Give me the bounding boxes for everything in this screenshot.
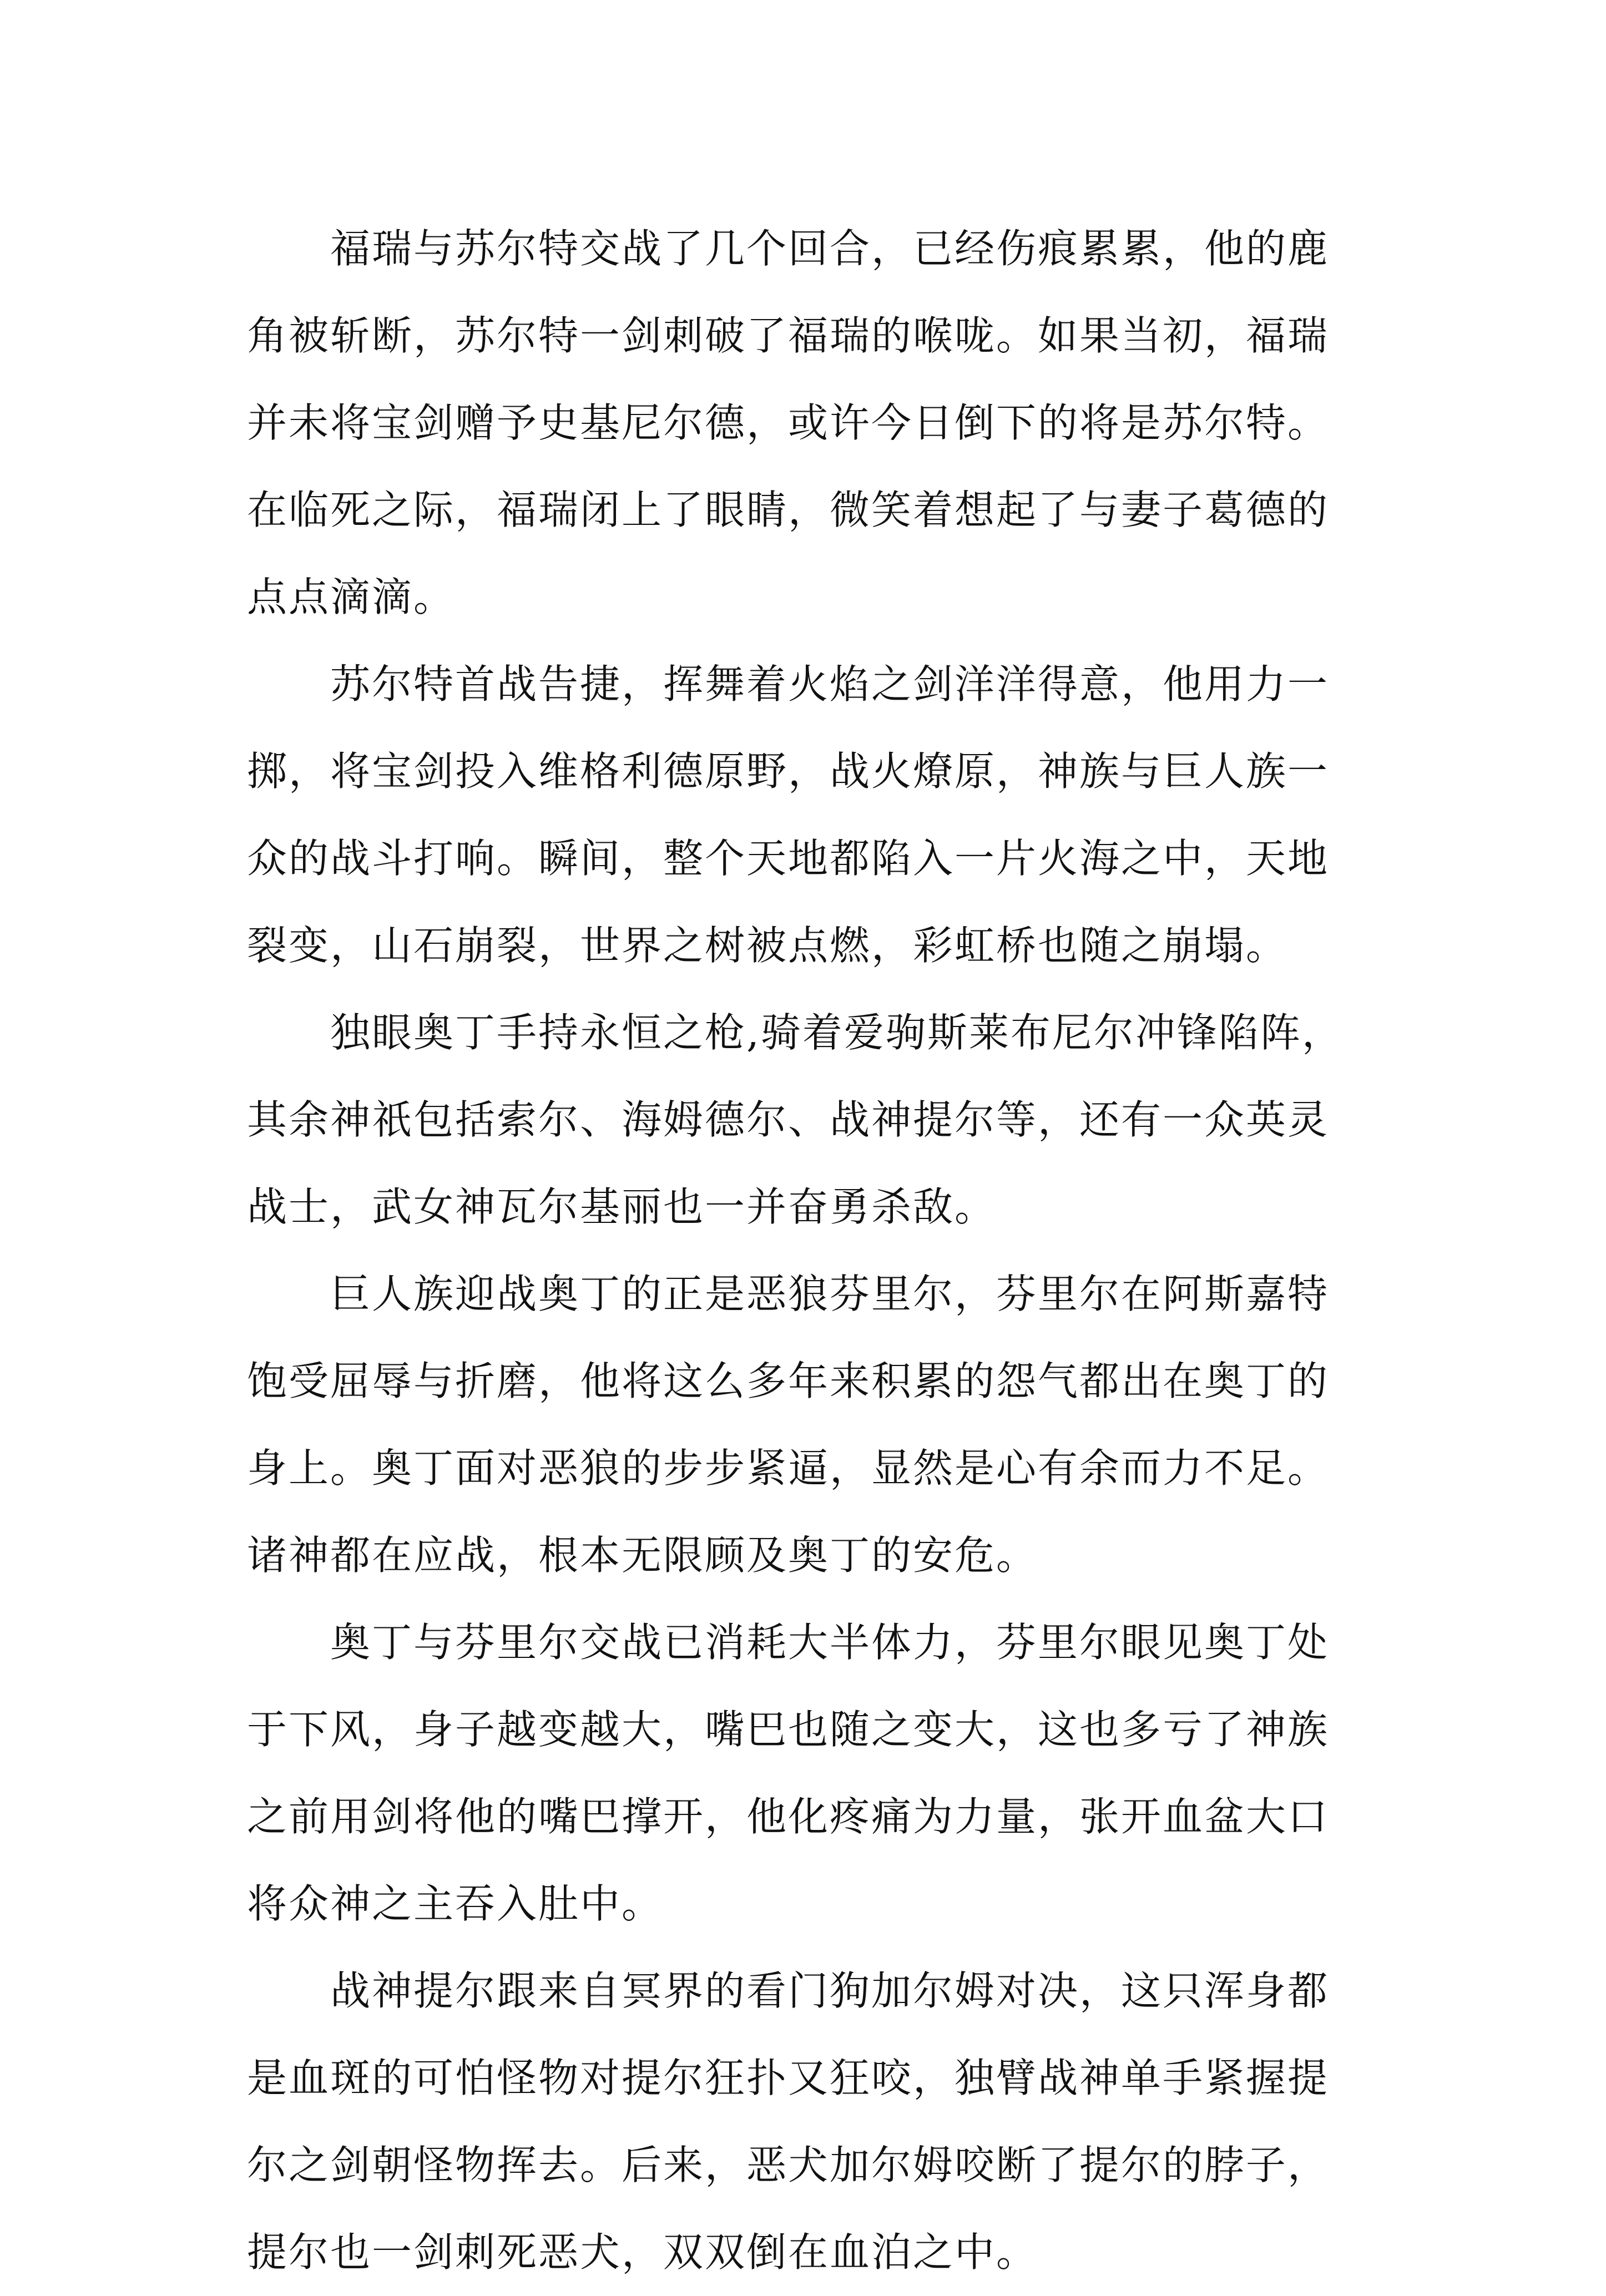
- text-line: 将众神之主吞入肚中。: [247, 1880, 664, 1927]
- text-line: 尔之剑朝怪物挥去。后来，恶犬加尔姆咬断了提尔的脖子，: [247, 2142, 1330, 2188]
- text-line: 其余神祇包括索尔、海姆德尔、战神提尔等，还有一众英灵: [247, 1096, 1330, 1143]
- paragraph-1: [247, 205, 1376, 641]
- text-line: 裂变，山石崩裂，世界之树被点燃，彩虹桥也随之崩塌。: [247, 922, 1288, 969]
- text-line: 身上。奥丁面对恶狼的步步紧逼，显然是心有余而力不足。: [247, 1445, 1330, 1491]
- body-text: [247, 205, 1376, 2296]
- paragraph-4: [247, 1251, 1376, 1599]
- text-line: 点点滴滴。: [247, 574, 456, 620]
- text-line: 并未将宝剑赠予史基尼尔德，或许今日倒下的将是苏尔特。: [247, 399, 1330, 446]
- paragraph-2: [247, 641, 1376, 989]
- text-line: 角被斩断，苏尔特一剑刺破了福瑞的喉咙。如果当初，福瑞: [247, 312, 1330, 359]
- text-line: 掷，将宝剑投入维格利德原野，战火燎原，神族与巨人族一: [247, 748, 1330, 795]
- text-line: 福瑞与苏尔特交战了几个回合，已经伤痕累累，他的鹿: [330, 225, 1330, 272]
- text-line: 诸神都在应战，根本无限顾及奥丁的安危。: [247, 1532, 1038, 1579]
- text-line: 提尔也一剑刺死恶犬，双双倒在血泊之中。: [247, 2229, 1038, 2275]
- text-line: 独眼奥丁手持永恒之枪,骑着爱驹斯莱布尼尔冲锋陷阵，: [330, 1009, 1344, 1056]
- text-line: 饱受屈辱与折磨，他将这么多年来积累的怨气都出在奥丁的: [247, 1358, 1330, 1404]
- paragraph-3: [247, 989, 1376, 1251]
- text-line: 之前用剑将他的嘴巴撑开，他化疼痛为力量，张开血盆大口: [247, 1793, 1330, 1840]
- text-line: 于下风，身子越变越大，嘴巴也随之变大，这也多亏了神族: [247, 1706, 1330, 1753]
- paragraph-5: [247, 1599, 1376, 1948]
- text-line: 在临死之际，福瑞闭上了眼睛，微笑着想起了与妻子葛德的: [247, 487, 1330, 533]
- text-line: 奥丁与芬里尔交战已消耗大半体力，芬里尔眼见奥丁处: [330, 1619, 1330, 1666]
- text-line: 战士，武女神瓦尔基丽也一并奋勇杀敌。: [247, 1184, 997, 1230]
- text-line: 是血斑的可怕怪物对提尔狂扑又狂咬，独臂战神单手紧握提: [247, 2055, 1330, 2101]
- text-line: 众的战斗打响。瞬间，整个天地都陷入一片火海之中，天地: [247, 835, 1330, 882]
- text-line: 战神提尔跟来自冥界的看门狗加尔姆对决，这只浑身都: [330, 1968, 1330, 2014]
- paragraph-6: [247, 1948, 1376, 2296]
- text-line: 巨人族迎战奥丁的正是恶狼芬里尔，芬里尔在阿斯嘉特: [330, 1271, 1330, 1317]
- text-line: 苏尔特首战告捷，挥舞着火焰之剑洋洋得意，他用力一: [330, 661, 1330, 707]
